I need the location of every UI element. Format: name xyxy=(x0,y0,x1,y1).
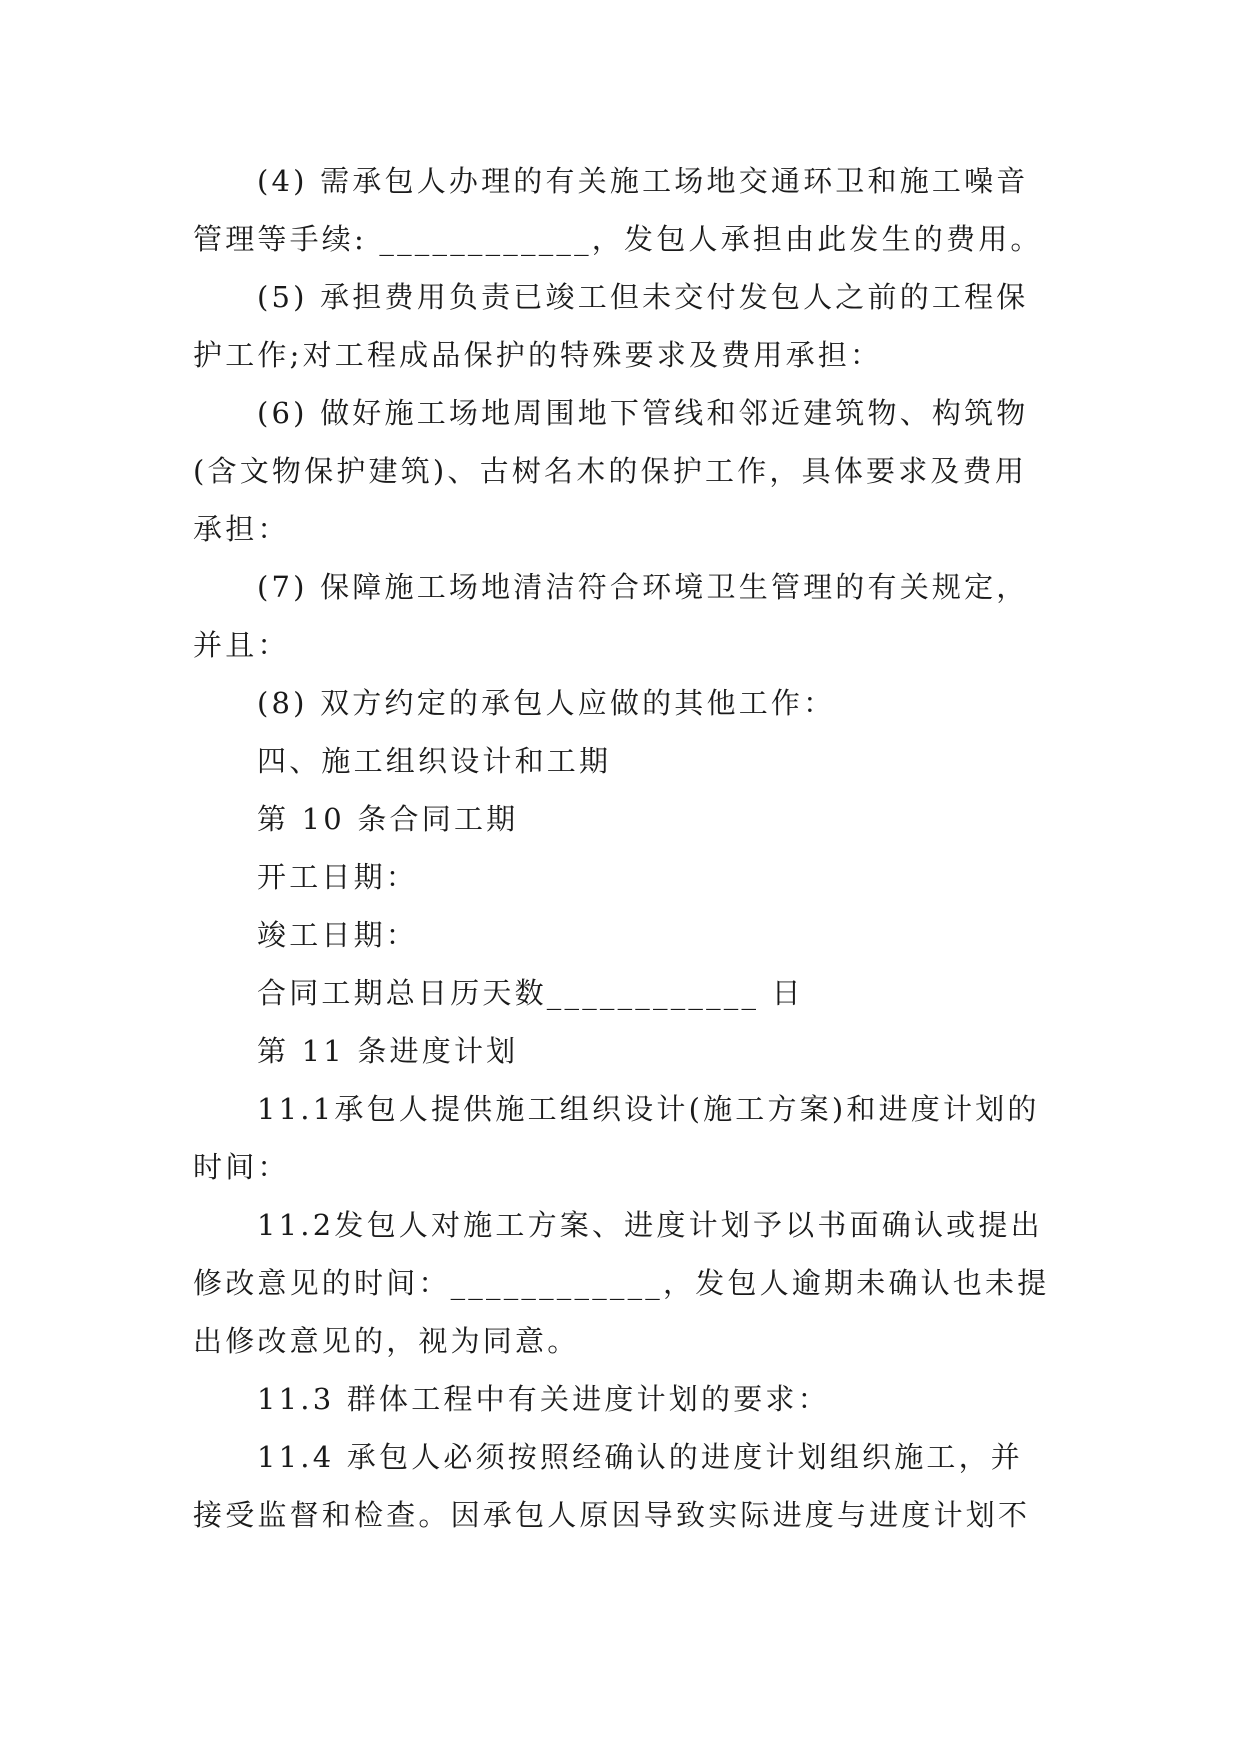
article-11-heading: 第 11 条进度计划 xyxy=(257,1034,519,1068)
completion-date-line: 竣工日期： xyxy=(257,918,419,952)
document-body xyxy=(193,152,1053,1544)
clause-11-1: 11.1承包人提供施工组织设计(施工方案)和进度计划的时间： xyxy=(193,1092,1040,1184)
start-date-line: 开工日期： xyxy=(257,860,419,894)
paragraph-item-5: (5) 承担费用负责已竣工但未交付发包人之前的工程保护工作;对工程成品保护的特殊要求及费用承担： xyxy=(193,280,1029,372)
paragraph-item-7: (7) 保障施工场地清洁符合环境卫生管理的有关规定，并且： xyxy=(193,570,1029,662)
paragraph-item-6: (6) 做好施工场地周围地下管线和邻近建筑物、构筑物(含文物保护建筑)、古树名木的保护工作，具体要求及费用承担： xyxy=(193,396,1029,546)
clause-11-4: 11.4 承包人必须按照经确认的进度计划组织施工，并接受监督和检查。因承包人原因导致实际进度与进度计划不 xyxy=(193,1440,1031,1532)
total-days-line: 合同工期总日历天数____________ 日 xyxy=(257,976,804,1010)
article-10-heading: 第 10 条合同工期 xyxy=(257,802,519,836)
paragraph-item-4: (4) 需承包人办理的有关施工场地交通环卫和施工噪音管理等手续: ____________，发包人承担由此发生的费用。 xyxy=(193,164,1043,256)
clause-11-3: 11.3 群体工程中有关进度计划的要求： xyxy=(257,1382,830,1416)
paragraph-item-8: (8) 双方约定的承包人应做的其他工作： xyxy=(257,686,836,720)
clause-11-2: 11.2发包人对施工方案、进度计划予以书面确认或提出修改意见的时间：____________，发包人逾期未确认也未提出修改意见的，视为同意。 xyxy=(193,1208,1050,1358)
section-heading-4: 四、施工组织设计和工期 xyxy=(257,744,612,778)
